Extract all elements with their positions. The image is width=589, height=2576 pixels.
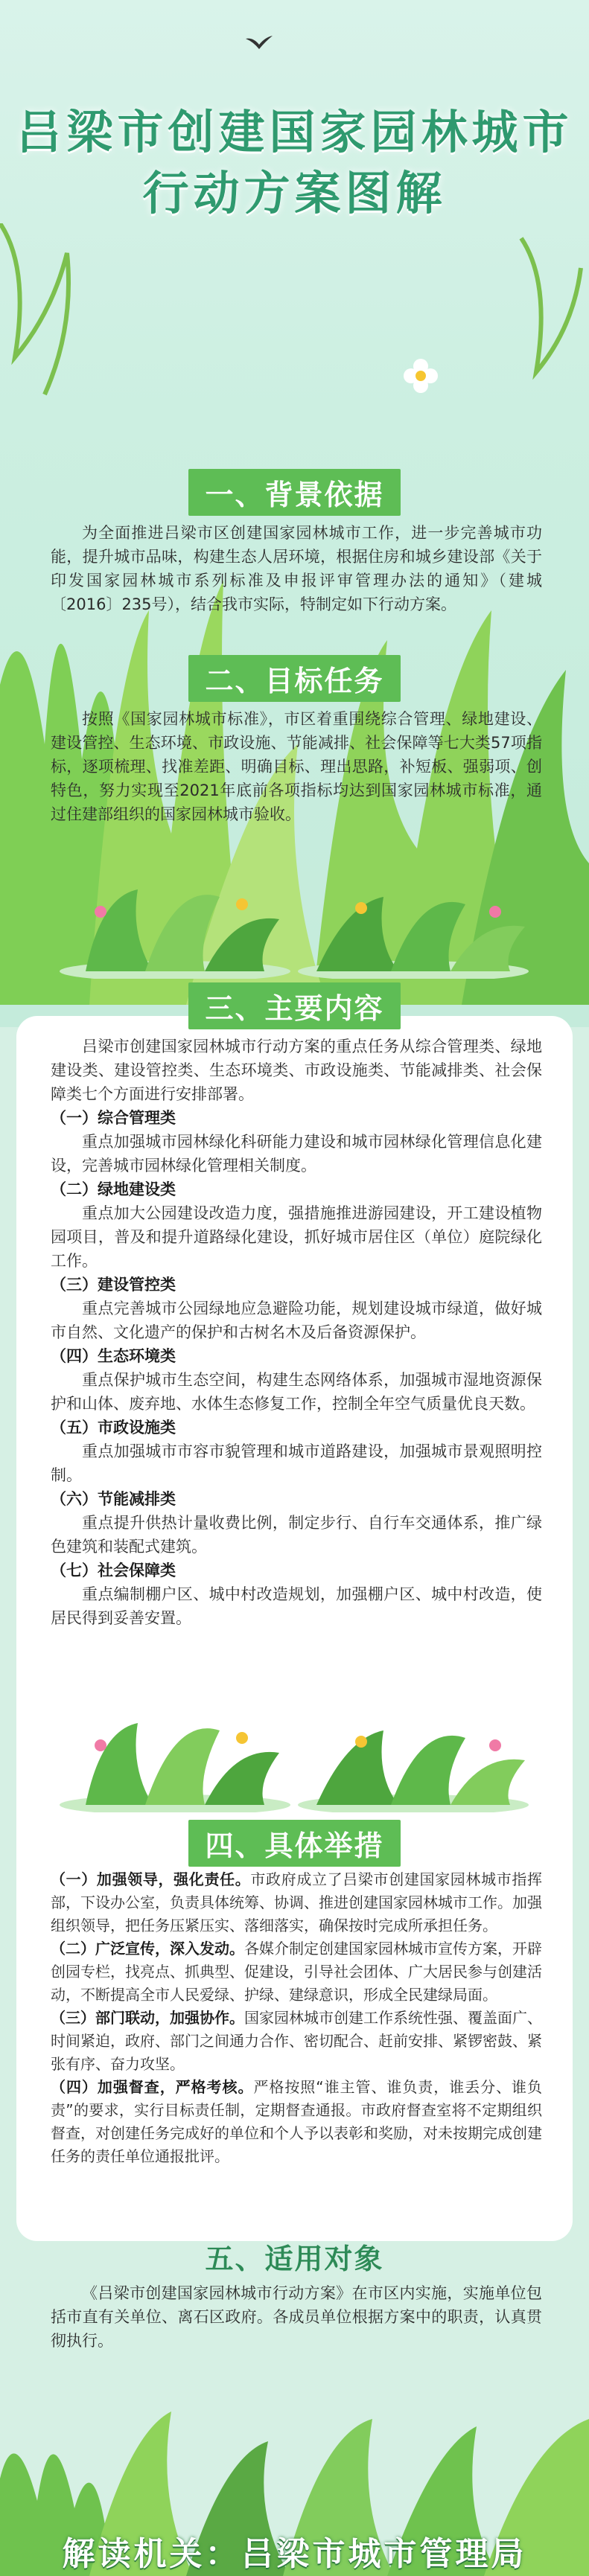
- item-title: （四）生态环境类: [51, 1347, 176, 1365]
- content-paragraphs: 吕梁市创建国家园林城市行动方案的重点任务从综合管理类、绿地建设类、建设管控类、生态环境类、市政设施类、节能减排类、社会保障类七个方面进行安排部署。 （一）综合管理类 重点加强城市园林绿化科研能力建设和城市园林绿化管理信息化建设，完善城市园林绿化管理相关制度。 （二）绿地建设类 重点加大公园建设改造力度，强措施推进游园建设，开工建设植物园项目，普及和提升道路绿化建设，抓好城市居住区（单位）庭院绿化工作。 （三）建设管控类 重点完善城市公园绿地应急避险功能，规划建设城市绿道，做好城市自然、文化遗产的保护和古树名木及后备资源保护。 （四）生态环境类 重点保护城市生态空间，构建生态网络体系，加强城市湿地资源保护和山体、废弃地、水体生态修复工作，控制全年空气质量优良天数。 （五）市政设施类 重点加强城市市容市貌管理和城市道路建设，加强城市景观照明控制。 （六）节能减排类 重点提升供热计量收费比例，制定步行、自行车交通体系，推广绿色建筑和装配式建筑。 （七）社会保障类 重点编制棚户区、城中村改造规划，加强棚户区、城中村改造，使居民得到妥善安置。: [51, 1038, 542, 1627]
- section-heading-scope: 五、适用对象: [205, 2243, 384, 2275]
- background-paragraph: 为全面推进吕梁市区创建国家园林城市工作，进一步完善城市功能，提升城市品味，构建生态人居环境，根据住房和城乡建设部《关于印发国家园林城市系列标准及申报评审管理办法的通知》（建城〔2016〕235号），结合我市实际，特制定如下行动方案。: [51, 524, 542, 613]
- item-title: （五）市政设施类: [51, 1419, 176, 1436]
- section-heading-measures: 四、具体举措: [0, 1820, 589, 1867]
- flower-icon: [402, 357, 439, 394]
- page-title-line1: 吕梁市创建国家园林城市: [16, 105, 573, 159]
- section-heading-background: 一、背景依据: [0, 469, 589, 516]
- section-heading-goals: 二、目标任务: [0, 655, 589, 702]
- page-title-line2: 行动方案图解: [142, 166, 447, 220]
- item-title: （六）节能减排类: [51, 1490, 176, 1508]
- plant-illustration-right-2: [294, 1701, 532, 1812]
- item-title: （一）综合管理类: [51, 1109, 176, 1127]
- item-title: （七）社会保障类: [51, 1562, 176, 1579]
- section-heading-content: 三、主要内容: [0, 982, 589, 1029]
- item-title: （二）绿地建设类: [51, 1180, 176, 1198]
- item-title: （三）建设管控类: [51, 1276, 176, 1294]
- bird-icon: [246, 36, 273, 51]
- plant-illustration-left-2: [56, 1701, 294, 1812]
- plant-illustration-right: [294, 867, 532, 979]
- measures-paragraphs: （一）加强领导，强化责任。市政府成立了吕梁市创建国家园林城市指挥部，下设办公室，负责具体统筹、协调、推进创建国家园林城市工作。加强组织领导，把任务压紧压实、落细落实，确保按时完成所承担任务。 （二）广泛宣传，深入发动。各媒介制定创建国家园林城市宣传方案，开辟创园专栏，找亮点、抓典型、促建设，引导社会团体、广大居民参与创建活动，不断提高全市人民爱绿、护绿、建绿意识，形成全民建绿局面。 （三）部门联动，加强协作。国家园林城市创建工作系统性强、覆盖面广、时间紧迫，政府、部门之间通力合作、密切配合、赶前安排、紧锣密鼓、紧张有序、奋力攻坚。 （四）加强督查，严格考核。严格按照“谁主管、谁负责，谁丢分、谁负责”的要求，实行目标责任制，定期督查通报。市政府督查室将不定期组织督查，对创建任务完成好的单位和个人予以表彰和奖励，对未按期完成创建任务的责任单位通报批评。: [51, 1870, 543, 2165]
- plant-illustration-left: [56, 867, 294, 979]
- scope-paragraph: 《吕梁市创建国家园林城市行动方案》在市区内实施，实施单位包括市直有关单位、离石区政府。各成员单位根据方案中的职责，认真贯彻执行。: [51, 2284, 542, 2350]
- goals-paragraph: 按照《国家园林城市标准》，市区着重围绕综合管理、绿地建设、建设管控、生态环境、市政设施、节能减排、社会保障等七大类57项指标，逐项梳理、找准差距、明确目标、理出思路，补短板、强弱项、创特色，努力实现至2021年底前各项指标均达到国家园林城市标准，通过住建部组织的国家园林城市验收。: [51, 710, 542, 823]
- footer-interpretation-agency: 解读机关：吕梁市城市管理局: [62, 2535, 527, 2573]
